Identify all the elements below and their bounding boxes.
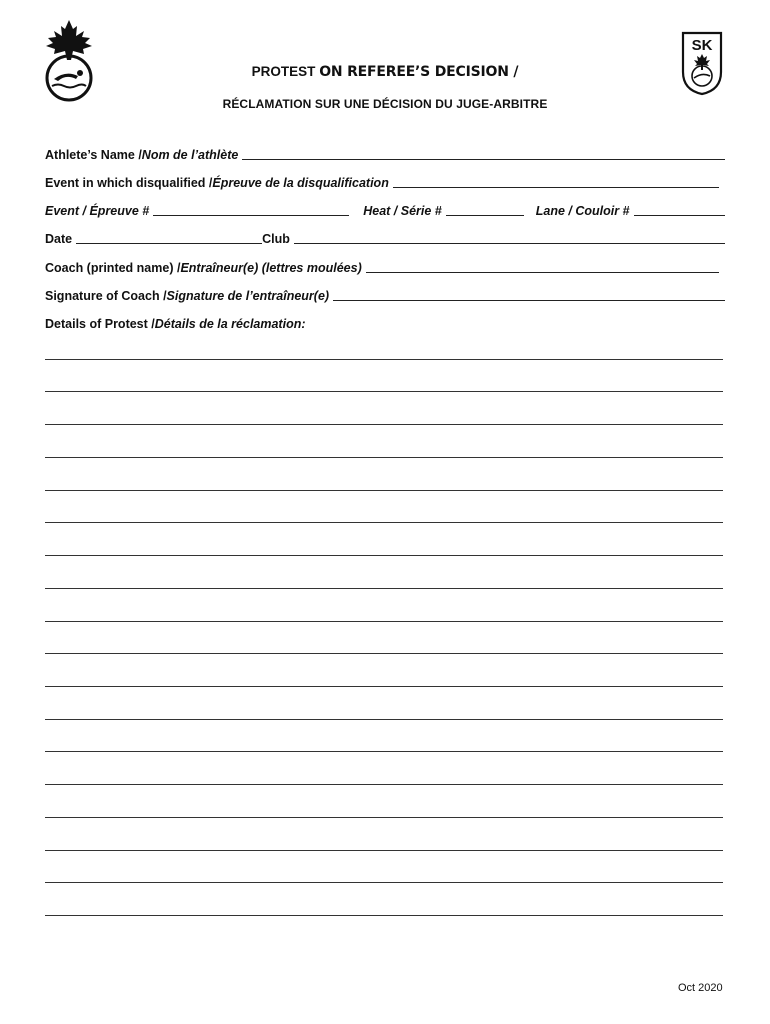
details-line[interactable] bbox=[45, 882, 723, 883]
event-disqualified-row bbox=[45, 172, 725, 190]
event-disq-label-fr: Épreuve de la disqualification bbox=[212, 176, 389, 190]
details-line[interactable] bbox=[45, 359, 723, 360]
event-heat-lane-row bbox=[45, 200, 725, 218]
details-line[interactable] bbox=[45, 751, 723, 752]
event-label: Event / Épreuve # bbox=[45, 204, 150, 218]
details-line[interactable] bbox=[45, 653, 723, 654]
event-disqualified-field[interactable] bbox=[393, 176, 719, 188]
details-line[interactable] bbox=[45, 588, 723, 589]
event-number-field[interactable] bbox=[153, 204, 349, 216]
form-subtitle: RÉCLAMATION SUR UNE DÉCISION DU JUGE-ARBITRE bbox=[222, 97, 548, 111]
lane-number-field[interactable] bbox=[634, 204, 726, 216]
heat-number-field[interactable] bbox=[446, 204, 524, 216]
athlete-name-field[interactable] bbox=[242, 148, 725, 160]
details-line[interactable] bbox=[45, 424, 723, 425]
athlete-label-fr: Nom de l’athlète bbox=[141, 148, 239, 162]
details-label-en: Details of Protest / bbox=[45, 317, 155, 331]
lane-label: Lane / Couloir # bbox=[535, 204, 630, 218]
details-line[interactable] bbox=[45, 391, 723, 392]
coach-name-field[interactable] bbox=[366, 261, 719, 273]
title-part-referee: ON REFEREE’S DECISION / bbox=[319, 64, 519, 80]
date-field[interactable] bbox=[76, 232, 262, 244]
date-club-row bbox=[45, 228, 725, 246]
athlete-name-row bbox=[45, 144, 725, 162]
club-label: Club bbox=[262, 232, 290, 246]
revision-date: Oct 2020 bbox=[678, 982, 723, 994]
details-row bbox=[45, 313, 725, 331]
athlete-label-en: Athlete’s Name / bbox=[45, 148, 142, 162]
details-label-fr: Détails de la réclamation: bbox=[154, 317, 306, 331]
coach-signature-row bbox=[45, 285, 725, 303]
details-line[interactable] bbox=[45, 522, 723, 523]
coach-name-row bbox=[45, 257, 725, 275]
details-line[interactable] bbox=[45, 817, 723, 818]
date-label: Date bbox=[45, 232, 73, 246]
coach-signature-field[interactable] bbox=[333, 289, 725, 301]
details-line[interactable] bbox=[45, 490, 723, 491]
signature-label-en: Signature of Coach / bbox=[45, 289, 167, 303]
form-title bbox=[0, 64, 770, 80]
title-part-protest: PROTEST bbox=[251, 64, 320, 79]
details-line[interactable] bbox=[45, 784, 723, 785]
coach-label-fr: Entraîneur(e) (lettres moulées) bbox=[180, 261, 362, 275]
club-field[interactable] bbox=[294, 232, 725, 244]
heat-label: Heat / Série # bbox=[363, 204, 442, 218]
signature-label-fr: Signature de l’entraîneur(e) bbox=[166, 289, 330, 303]
logo-text: SK bbox=[691, 37, 713, 54]
details-line[interactable] bbox=[45, 621, 723, 622]
details-line[interactable] bbox=[45, 555, 723, 556]
details-line[interactable] bbox=[45, 686, 723, 687]
details-line[interactable] bbox=[45, 915, 723, 916]
coach-label-en: Coach (printed name) / bbox=[45, 261, 181, 275]
event-disq-label-en: Event in which disqualified / bbox=[45, 176, 213, 190]
details-line[interactable] bbox=[45, 457, 723, 458]
swim-saskatchewan-logo-icon bbox=[680, 30, 724, 96]
swimming-canada-logo-icon bbox=[38, 18, 100, 104]
details-line[interactable] bbox=[45, 719, 723, 720]
details-line[interactable] bbox=[45, 850, 723, 851]
